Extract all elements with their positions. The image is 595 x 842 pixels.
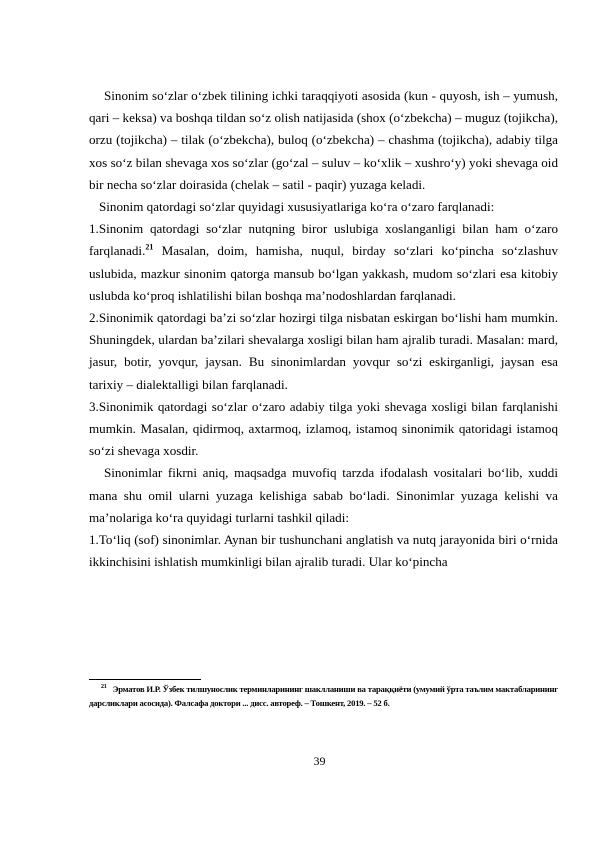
paragraph-1: Sinonim so‘zlar o‘zbek tilining ichki taraqqiyoti asosida (kun - quyosh, ish – yumush, qari – keksa) va boshqa tildan so‘z olish natijasida (shox (o‘zbekcha) – muguz (tojikcha), orzu (tojikcha) – tilak (o‘zbekcha), buloq (o‘zbekcha) – chashma (tojikcha), adabiy tilga xos so‘z bilan shevaga xos so‘zlar (go‘zal – suluv – ko‘xlik – xushro‘y) yoki shevaga oid bir necha so‘zlar doirasida (chelak – satil - paqir) yuzaga keladi. <box>89 88 558 192</box>
footnote-text: Эрматов И.Р. Ўзбек тилшунослик терминларининг шаклланиши ва тараққиёти (умумий ўрта таълим мактабларининг дарсликлари асосида). Фалсафа доктори ... дисс. автореф. – Тошкент, 2019. – 52 б. <box>89 684 558 708</box>
paragraph-5: 3.Sinonimik qatordagi so‘zlar o‘zaro adabiy tilga yoki shevaga xosligi bilan farqlanishi mumkin. Masalan, qidirmoq, axtarmoq, izlamoq, istamoq sinonimik qatoridagi istamoq so‘zi shevaga xosdir. <box>89 398 558 459</box>
footnote-reference[interactable]: 21 <box>145 243 154 253</box>
footnote-separator <box>89 679 201 680</box>
paragraph-7: 1.To‘liq (sof) sinonimlar. Aynan bir tushunchani anglatish va nutq jarayonida biri o‘rnida ikkinchisini ishlatish mumkinligi bilan ajralib turadi. Ular ko‘pincha <box>89 532 558 570</box>
footnote <box>89 682 558 710</box>
body-text <box>89 85 558 573</box>
paragraph-3-before: 1.Sinonim qatordagi so‘zlar nutqning biror uslubiga xoslanganligi bilan ham o‘zaro farqlanadi. <box>89 221 558 259</box>
paragraph-2: Sinonim qatordagi so‘zlar quyidagi xususiyatlariga ko‘ra o‘zaro farqlanadi: <box>99 199 495 215</box>
paragraph-3 <box>89 218 558 307</box>
paragraph-3-after: Masalan, doim, hamisha, nuqul, birday so‘zlari ko‘pincha so‘zlashuv uslubida, mazkur sinonim qatorga mansub bo‘lgan yakkash, mudom so‘zlari esa kitobiy uslubda ko‘proq ishlatilishi bilan boshqa ma’nodoshlardan farqlanadi. <box>89 243 558 303</box>
page-number: 39 <box>313 754 326 768</box>
paragraph-6: Sinonimlar fikrni aniq, maqsadga muvofiq tarzda ifodalash vositalari bo‘lib, xuddi mana shu omil ularni yuzaga kelishiga sabab bo‘ladi. Sinonimlar yuzaga kelishi va ma’nolariga ko‘ra quyidagi turlarni tashkil qiladi: <box>89 465 558 525</box>
footnote-number: 21 <box>101 684 107 691</box>
paragraph-4: 2.Sinonimik qatordagi ba’zi so‘zlar hozirgi tilga nisbatan eskirgan bo‘lishi ham mumkin. Shuningdek, ulardan ba’zilari shevalarga xosligi bilan ham ajralib turadi. Masalan: mard, jasur, botir, yovqur, jaysan. Bu sinonimlardan yovqur so‘zi eskirganligi, jaysan esa tarixiy – dialektalligi bilan farqlanadi. <box>89 310 558 392</box>
